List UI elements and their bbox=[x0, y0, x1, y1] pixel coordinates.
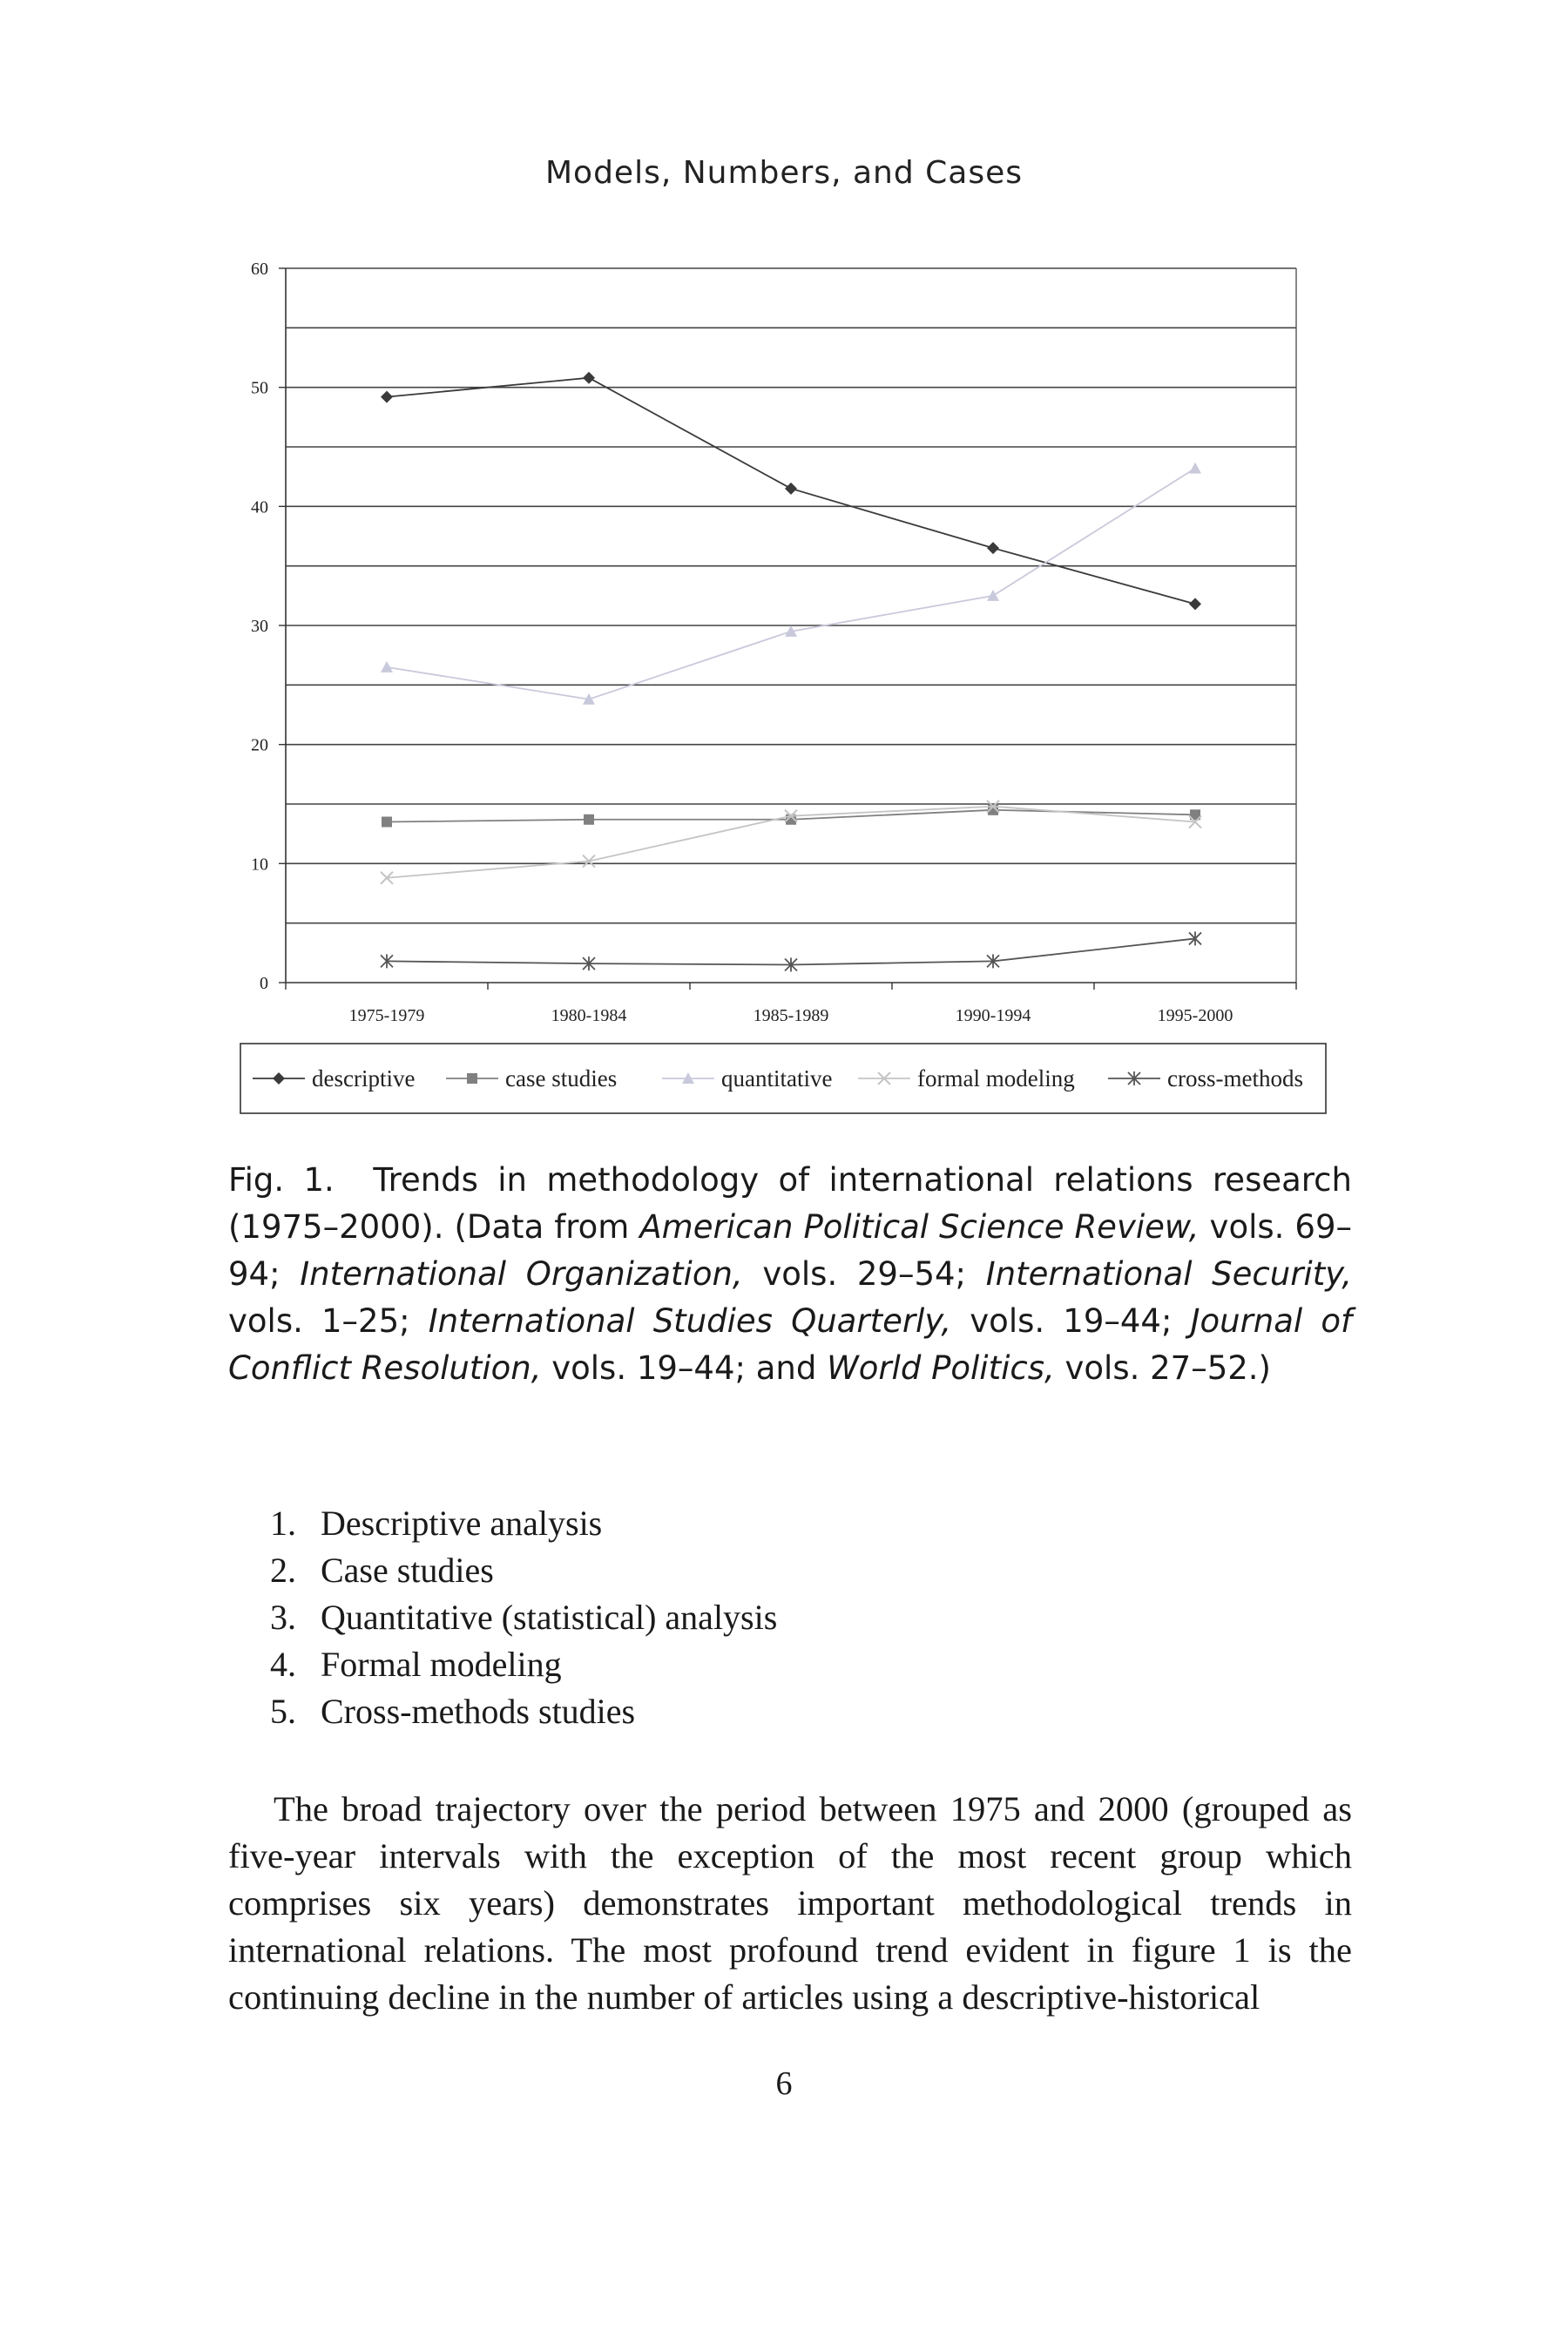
y-tick-label: 40 bbox=[251, 497, 268, 517]
data-point-case-studies bbox=[382, 817, 392, 828]
chart-series bbox=[381, 372, 1201, 972]
chart-legend bbox=[240, 1044, 1326, 1113]
series-descriptive bbox=[381, 372, 1201, 611]
list-item: 5. Cross-methods studies bbox=[270, 1692, 636, 1731]
legend-label: descriptive bbox=[312, 1065, 416, 1092]
data-point-quantitative bbox=[987, 590, 999, 601]
data-point-descriptive bbox=[785, 483, 797, 495]
journal-wp: World Politics, bbox=[827, 1349, 1055, 1387]
series-cross-methods bbox=[381, 931, 1201, 971]
data-point-quantitative bbox=[1189, 463, 1201, 474]
journal-isq: International Studies Quarterly, bbox=[428, 1302, 952, 1340]
list-item: 1. Descriptive analysis bbox=[270, 1504, 603, 1543]
journal-is: International Security, bbox=[985, 1255, 1353, 1293]
series-line-quantitative bbox=[387, 469, 1195, 700]
y-tick-label: 50 bbox=[251, 378, 268, 398]
y-tick-label: 60 bbox=[251, 260, 268, 279]
data-point-descriptive bbox=[987, 542, 999, 554]
legend-label: quantitative bbox=[721, 1065, 833, 1092]
methodology-trends-chart bbox=[0, 0, 1568, 1132]
series-formal-modeling bbox=[381, 801, 1201, 884]
journal-apsr: American Political Science Review, bbox=[639, 1208, 1200, 1246]
x-tick-label: 1975-1979 bbox=[348, 1006, 425, 1025]
y-tick-label: 0 bbox=[260, 974, 268, 993]
legend-label: case studies bbox=[505, 1065, 618, 1092]
x-tick-label: 1995-2000 bbox=[1157, 1006, 1233, 1025]
list-item: 4. Formal modeling bbox=[270, 1645, 562, 1684]
running-head: Models, Numbers, and Cases bbox=[544, 155, 1024, 191]
y-tick-label: 10 bbox=[251, 855, 268, 875]
y-tick-label: 20 bbox=[251, 735, 268, 755]
figure-caption: Fig. 1. Trends in methodology of international relations research (1975–2000). (Data from American Political Science Review, vols. 69–94; International Organization, vols. 29–54; International Security, vols. 1–25; International Studies Quarterly, vols. 19–44; Journal of Conflict Resolution, vols. 19–44; and World Politics, vols. 27–52.) bbox=[228, 1161, 1353, 1387]
journal-jcr: Journal of Conflict Resolution, bbox=[228, 1302, 1353, 1387]
x-tick-label: 1980-1984 bbox=[551, 1006, 627, 1025]
x-tick-label: 1990-1994 bbox=[955, 1006, 1031, 1025]
data-point-descriptive bbox=[1189, 598, 1201, 610]
data-point-descriptive bbox=[381, 391, 393, 403]
chart-axes bbox=[251, 260, 1296, 1025]
x-tick-label: 1985-1989 bbox=[753, 1006, 829, 1025]
body-paragraph: The broad trajectory over the period between 1975 and 2000 (grouped as five-year intervals with the exception of the most recent group which comprises six years) demonstrates important methodological trends in international relations. The most profound trend evident in figure 1 is the continuing decline in the number of articles using a descriptive-historical bbox=[228, 1789, 1352, 2017]
list-item: 3. Quantitative (statistical) analysis bbox=[270, 1598, 778, 1637]
data-point-descriptive bbox=[583, 372, 595, 384]
methods-list bbox=[270, 1500, 777, 1735]
y-tick-label: 30 bbox=[251, 617, 268, 636]
journal-io: International Organization, bbox=[300, 1255, 743, 1293]
series-quantitative bbox=[381, 463, 1201, 705]
figure-label: Fig. 1. bbox=[228, 1161, 335, 1199]
list-item: 2. Case studies bbox=[270, 1551, 494, 1590]
legend-swatch-marker bbox=[467, 1073, 477, 1084]
legend-label: cross-methods bbox=[1167, 1065, 1303, 1092]
data-point-quantitative bbox=[381, 661, 393, 672]
legend-label: formal modeling bbox=[917, 1065, 1075, 1092]
data-point-case-studies bbox=[584, 814, 594, 825]
page-number: 6 bbox=[775, 2065, 793, 2102]
